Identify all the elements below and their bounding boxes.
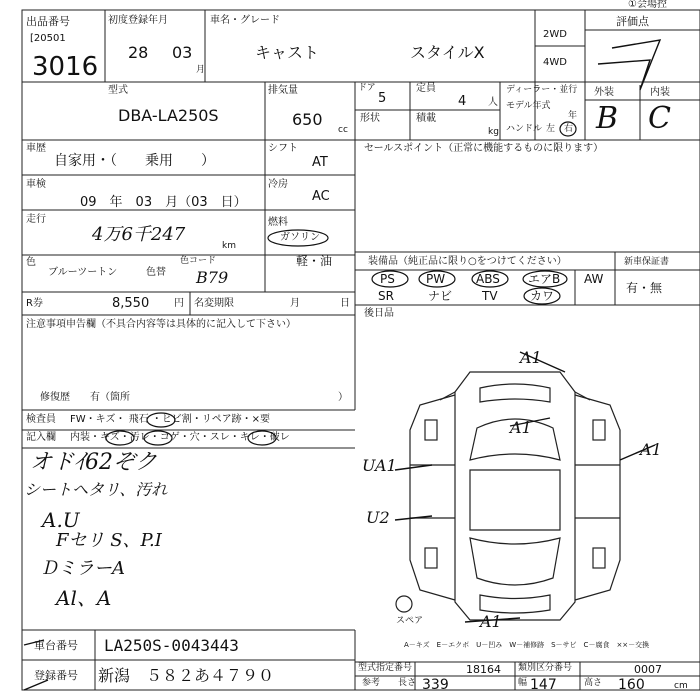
name-change-label: 名変期限 bbox=[194, 298, 234, 309]
car-name-label: 車名・グレード bbox=[210, 15, 280, 26]
length-label: 長さ bbox=[398, 678, 417, 688]
plate-label: 登録番号 bbox=[34, 669, 78, 682]
usage-value: 自家用・（ 乗用 ） bbox=[54, 153, 215, 169]
repair-close: ） bbox=[338, 392, 348, 403]
month-unit: 月 bbox=[196, 65, 206, 75]
drive-4wd: 4WD bbox=[543, 57, 567, 68]
capacity-unit: 人 bbox=[488, 97, 498, 108]
first-reg-label: 初度登録年月 bbox=[108, 15, 168, 26]
lot-code: [20501 bbox=[30, 33, 66, 44]
height-label: 高さ bbox=[584, 678, 603, 688]
checker-row1-label: 検査員 bbox=[26, 414, 56, 425]
fuel-label: 燃料 bbox=[268, 217, 288, 228]
shift-value: AT bbox=[312, 155, 328, 170]
post-label: 後日品 bbox=[364, 308, 394, 319]
handle-label: ハンドル bbox=[506, 124, 543, 134]
mileage-unit: km bbox=[222, 241, 236, 251]
checker-row2-items: 内装・キズ・汚レ・コゲ・穴・スレ・キレ・破レ bbox=[70, 432, 290, 443]
equipment-label: 装備品（純正品に限り○をつけてください） bbox=[368, 256, 567, 267]
diagram-ua1: UA1 bbox=[362, 456, 397, 475]
yen: 円 bbox=[174, 298, 184, 309]
notes-label: 注意事項申告欄（不具合内容等は具体的に記入して下さい） bbox=[26, 319, 296, 330]
eq-ps: PS bbox=[380, 272, 395, 286]
fuel-gasoline: ガソリン bbox=[280, 232, 320, 243]
drive-2wd: 2WD bbox=[543, 29, 567, 40]
diagram-a1-top: A1 bbox=[520, 348, 542, 367]
inspection-label: 車検 bbox=[26, 179, 46, 190]
eq-navi: ナビ bbox=[428, 289, 453, 303]
width-label: 幅 bbox=[518, 678, 528, 688]
note-line-2: シートヘタリ、汚れ bbox=[24, 480, 168, 499]
diagram-u2: U2 bbox=[366, 508, 390, 527]
checker-row1-items: FW・キズ・ 飛石 ・ヒビ割・リペア跡・×要 bbox=[70, 414, 270, 425]
load-label: 積載 bbox=[416, 113, 436, 124]
inspection-value: 09 年 03 月（03 日） bbox=[80, 195, 247, 210]
recycle-value: 8,550 bbox=[112, 296, 150, 311]
capacity-label: 定員 bbox=[416, 83, 436, 94]
width-value: 147 bbox=[530, 677, 557, 693]
handwritten-marks bbox=[24, 40, 663, 693]
mileage-value: 4万6千247 bbox=[92, 224, 186, 245]
cm-unit: cm bbox=[674, 681, 688, 691]
repair-label: 修復歴 有（箇所 bbox=[40, 392, 130, 403]
plate-value: 新潟 ５８２あ４７９０ bbox=[98, 666, 275, 685]
exterior-grade: B bbox=[596, 101, 619, 136]
load-unit: kg bbox=[488, 127, 499, 137]
length-value: 339 bbox=[422, 677, 449, 693]
lot-no-label: 出品番号 bbox=[26, 15, 70, 28]
eq-abs: ABS bbox=[476, 272, 500, 286]
interior-grade: C bbox=[648, 101, 671, 136]
ac-label: 冷房 bbox=[268, 179, 288, 190]
day-label: 日 bbox=[340, 298, 350, 309]
top-right-note: ①会場控 bbox=[628, 0, 667, 10]
eq-tv: TV bbox=[482, 289, 498, 303]
lot-no: 3016 bbox=[32, 52, 99, 82]
grade: スタイルX bbox=[410, 43, 485, 62]
designation-label: 型式指定番号 bbox=[358, 663, 413, 673]
spare-label: スペア bbox=[396, 616, 424, 626]
mileage-label: 走行 bbox=[26, 214, 46, 225]
damage-legend: A－キズ E－エクボ U－凹み W－補修跡 S－サビ C－腐食 ××－交換 bbox=[404, 641, 650, 649]
eq-pw: PW bbox=[426, 272, 446, 286]
car-diagram bbox=[396, 372, 620, 620]
sales-point-label: セールスポイント（正常に機能するものに限ります） bbox=[364, 143, 604, 154]
warranty-value: 有・無 bbox=[626, 281, 663, 295]
eq-kawa: カワ bbox=[530, 289, 555, 303]
handle-right: 右 bbox=[564, 124, 574, 134]
note-line-1: オドｲ62ぞク bbox=[30, 450, 157, 475]
shift-label: シフト bbox=[268, 143, 298, 154]
first-reg-month: 03 bbox=[172, 43, 193, 62]
checker-row2-label: 記入欄 bbox=[26, 432, 56, 443]
model-year-label: モデル年式 bbox=[506, 101, 551, 111]
color-label: 色 bbox=[26, 257, 36, 268]
recycle-label: R券 bbox=[26, 298, 43, 309]
model-label: 型式 bbox=[108, 85, 128, 96]
displacement: 650 bbox=[292, 110, 323, 129]
month-label: 月 bbox=[290, 298, 300, 309]
shape-label: 形状 bbox=[360, 113, 380, 124]
dealer-label: ディーラー・並行 bbox=[506, 85, 578, 95]
interior-label: 内装 bbox=[650, 87, 670, 98]
chassis-label: 車台番号 bbox=[34, 639, 78, 652]
diagram-a1-right: A1 bbox=[640, 440, 662, 459]
color-value: ブルーツートン bbox=[48, 267, 118, 278]
fuel-diesel: 軽・油 bbox=[296, 254, 333, 268]
note-line-6: Al、A bbox=[56, 586, 112, 610]
warranty-label: 新車保証書 bbox=[624, 257, 670, 267]
color-swap-label: 色替 bbox=[146, 267, 166, 278]
eq-aw: AW bbox=[584, 272, 604, 286]
model: DBA-LA250S bbox=[118, 106, 219, 125]
eq-sr: SR bbox=[378, 289, 394, 303]
displacement-unit: cc bbox=[338, 125, 348, 135]
diagram-a1-bottom: A1 bbox=[480, 612, 502, 631]
eq-airbag: エアB bbox=[528, 272, 561, 286]
doors-label: ドア bbox=[358, 83, 376, 93]
score-hand bbox=[680, 70, 691, 88]
color-code-value: B79 bbox=[196, 268, 229, 287]
designation-value: 18164 bbox=[466, 663, 501, 676]
score-label: 評価点 bbox=[616, 15, 649, 28]
class-value: 0007 bbox=[634, 663, 662, 676]
car-name: キャスト bbox=[255, 43, 320, 62]
year-unit: 年 bbox=[568, 111, 578, 121]
chassis-value: LA250S-0043443 bbox=[104, 636, 239, 655]
note-line-4: Fセリ S、P.I bbox=[56, 530, 162, 551]
note-line-3: A.U bbox=[42, 508, 80, 532]
color-code-label: 色コード bbox=[180, 256, 217, 266]
height-value: 160 bbox=[618, 677, 645, 693]
ac-value: AC bbox=[312, 189, 330, 204]
diagram-a1-mid: A1 bbox=[510, 418, 532, 437]
usage-label: 車歴 bbox=[26, 143, 46, 154]
note-line-5: ＤミラーA bbox=[40, 558, 125, 579]
exterior-label: 外装 bbox=[594, 87, 614, 98]
first-reg-year: 28 bbox=[128, 43, 149, 62]
handle-left: 左 bbox=[546, 124, 556, 134]
displacement-label: 排気量 bbox=[268, 85, 298, 96]
class-label: 類別区分番号 bbox=[518, 663, 573, 673]
doors: 5 bbox=[378, 91, 387, 106]
ref-label: 参考 bbox=[362, 678, 381, 688]
capacity: 4 bbox=[458, 94, 467, 109]
